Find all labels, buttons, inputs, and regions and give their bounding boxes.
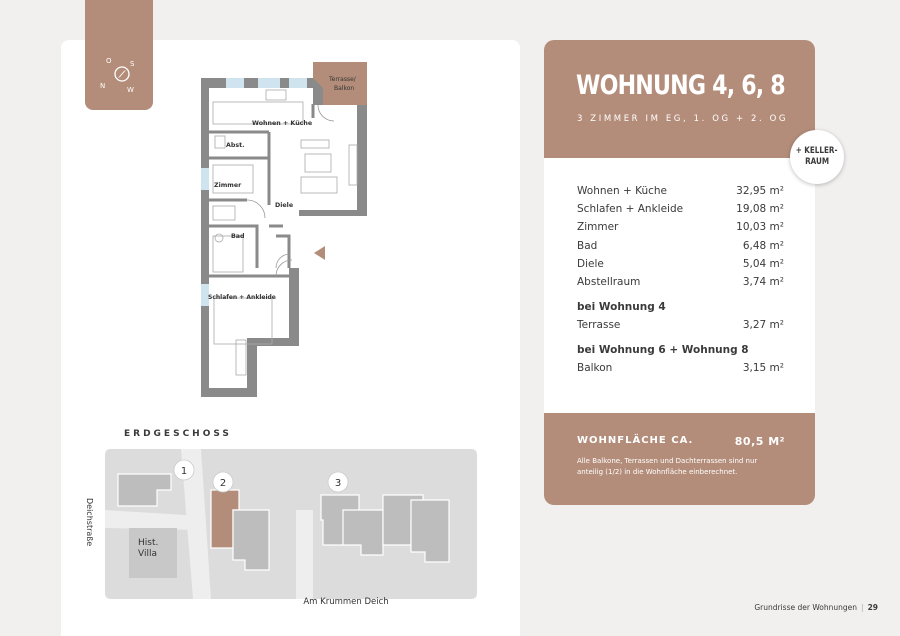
compass-w: W xyxy=(127,86,134,94)
area-row xyxy=(577,218,784,236)
label-zimmer: Zimmer xyxy=(214,182,242,189)
footer-separator: | xyxy=(861,603,864,612)
area-value: 3,74 m² xyxy=(742,276,784,289)
area-row xyxy=(577,255,784,273)
area-name: Schlafen + Ankleide xyxy=(577,203,684,216)
label-abst: Abst. xyxy=(226,142,245,149)
villa-line1: Hist. xyxy=(138,538,159,548)
apartment-subtitle: 3 ZIMMER IM EG, 1. OG + 2. OG xyxy=(577,114,789,124)
area-row xyxy=(577,200,784,218)
area-name: Abstellraum xyxy=(577,276,641,289)
badge-line2: RAUM xyxy=(804,157,829,167)
area-name: Wohnen + Küche xyxy=(577,185,667,197)
apartment-title: WOHNUNG 4, 6, 8 xyxy=(576,70,785,101)
info-header xyxy=(544,40,815,158)
area-name: Terrasse xyxy=(577,319,621,332)
street-am-krummen-deich: Am Krummen Deich xyxy=(303,597,389,607)
area-name: Zimmer xyxy=(577,221,619,234)
street-deichstrasse: Deichstraße xyxy=(85,498,94,547)
total-label: WOHNFLÄCHE CA. xyxy=(577,435,694,446)
label-wohnen: Wohnen + Küche xyxy=(252,120,313,127)
site-plan-title: ERDGESCHOSS xyxy=(124,429,232,439)
label-schlafen: Schlafen + Ankleide xyxy=(208,294,276,301)
area-row xyxy=(577,273,784,291)
area-value: 6,48 m² xyxy=(742,239,784,252)
label-balkon: Balkon xyxy=(334,85,355,92)
apartment-info-card xyxy=(544,40,815,505)
page-footer xyxy=(754,603,878,612)
compass-tab xyxy=(85,0,153,110)
total-row xyxy=(577,435,785,448)
area-row xyxy=(577,182,784,200)
area-name: Bad xyxy=(577,239,598,252)
outer-wall-right-bottom xyxy=(247,268,299,397)
entrance-marker xyxy=(314,246,325,260)
area-value: 3,27 m² xyxy=(742,319,784,332)
area-name: Balkon xyxy=(577,362,613,375)
total-area-footer xyxy=(544,413,815,505)
footer-text: Grundrisse der Wohnungen xyxy=(754,603,858,612)
area-row xyxy=(577,316,784,334)
area-list xyxy=(577,182,784,378)
area-row xyxy=(577,359,784,377)
keller-badge xyxy=(790,130,844,184)
extra-heading: bei Wohnung 6 + Wohnung 8 xyxy=(577,344,749,357)
compass-o: O xyxy=(106,57,112,65)
total-value: 80,5 M² xyxy=(734,435,785,448)
badge-line1: + KELLER- xyxy=(796,146,838,156)
site-marker-3: 3 xyxy=(334,478,342,489)
page-number: 29 xyxy=(867,603,878,612)
site-plan xyxy=(85,449,477,607)
floor-plan-card xyxy=(61,40,520,636)
compass-n: N xyxy=(100,82,106,90)
total-note: Alle Balkone, Terrassen und Dachterrassen sind nur anteilig (1/2) in die Wohnfläche einberechnet. xyxy=(577,457,758,476)
site-marker-2: 2 xyxy=(219,478,227,489)
floor-plan xyxy=(61,40,520,636)
compass-icon xyxy=(85,0,153,110)
area-value: 5,04 m² xyxy=(742,257,784,270)
label-diele: Diele xyxy=(275,202,294,209)
area-value: 19,08 m² xyxy=(736,203,784,216)
area-row xyxy=(577,237,784,255)
site-marker-1: 1 xyxy=(180,466,188,477)
label-bad: Bad xyxy=(231,233,245,240)
area-value: 10,03 m² xyxy=(736,221,784,234)
label-terrasse: Terrasse/ xyxy=(329,76,356,83)
area-name: Diele xyxy=(577,257,604,270)
villa-line2: Villa xyxy=(138,549,157,559)
area-value: 3,15 m² xyxy=(742,362,784,375)
area-value: 32,95 m² xyxy=(736,185,784,197)
extra-heading: bei Wohnung 4 xyxy=(577,301,666,314)
compass-s: S xyxy=(130,60,135,68)
